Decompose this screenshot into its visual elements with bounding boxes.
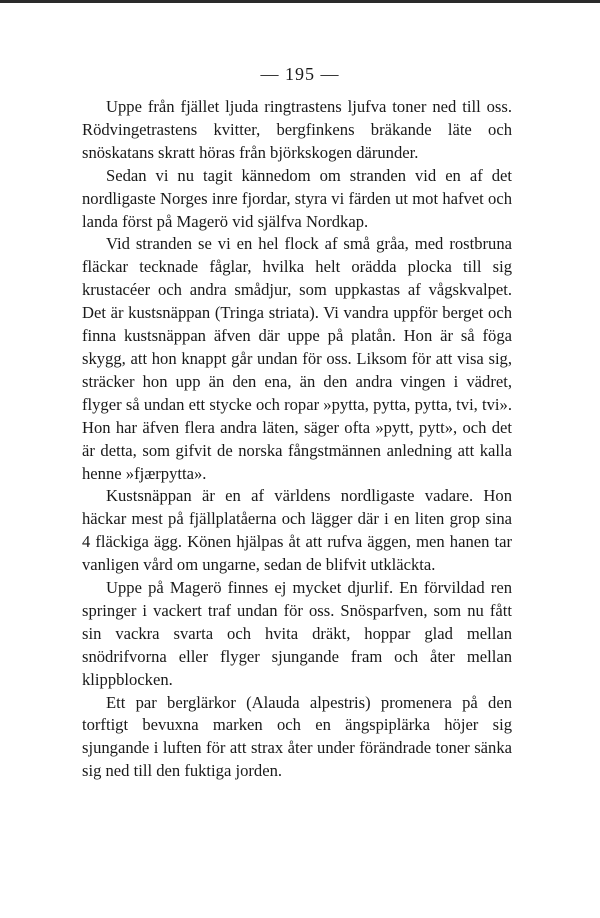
page-top-rule	[0, 0, 600, 3]
paragraph-5: Uppe på Magerö finnes ej mycket djurlif. En förvildad ren springer i vackert traf undan för oss. Snösparfven, som nu fått sin vackra svarta och hvita dräkt, hoppar glad mellan snödrifvorna eller flyger sjungande fram och åter mellan klippblocken.	[82, 578, 512, 689]
page-number: — 195 —	[260, 64, 340, 84]
paragraph-2: Sedan vi nu tagit kännedom om stranden vid en af det nordligaste Norges inre fjordar, styra vi färden ut mot hafvet och landa först på Magerö vid själfva Nordkap.	[82, 165, 512, 231]
body-text	[82, 96, 512, 783]
paragraph-3: Vid stranden se vi en hel flock af små gråa, med rostbruna fläckar tecknade fåglar, hvilka helt orädda plocka till sig krustacéer och andra smådjur, som uppkastas af vågskvalpet. Det är kustsnäppan (Tringa striata). Vi vandra uppför berget och finna kustsnäppan äfven där uppe på platån. Hon är så föga skygg, att hon knappt går undan för oss. Liksom för att visa sig, sträcker hon upp än den ena, än den andra vingen i vädret, flyger så undan ett stycke och ropar »pytta, pytta, pytta, tvi, tvi». Hon har äfven flera andra läten, säger ofta »pytt, pytt», och det är detta, som gifvit de norska fångstmännen anledning att kalla henne »fjærpytta».	[82, 234, 512, 483]
paragraph-4: Kustsnäppan är en af världens nordligaste vadare. Hon häckar mest på fjällplatåerna och lägger där i en liten grop sina 4 fläckiga ägg. Könen hjälpas åt att rufva äggen, men hanen tar vanligen vård om ungarne, sedan de blifvit utkläckta.	[82, 486, 512, 575]
paragraph-1: Uppe från fjället ljuda ringtrastens ljufva toner ned till oss. Rödvingetrastens kvitter, bergfinkens bräkande läte och snöskatans skratt höras från björkskogen därunder.	[82, 97, 512, 162]
paragraph-6: Ett par berglärkor (Alauda alpestris) promenera på den torftigt bevuxna marken och en ängspiplärka höjer sig sjungande i luften för att strax åter under förändrade toner sänka sig ned till den fuktiga jorden.	[82, 692, 512, 781]
